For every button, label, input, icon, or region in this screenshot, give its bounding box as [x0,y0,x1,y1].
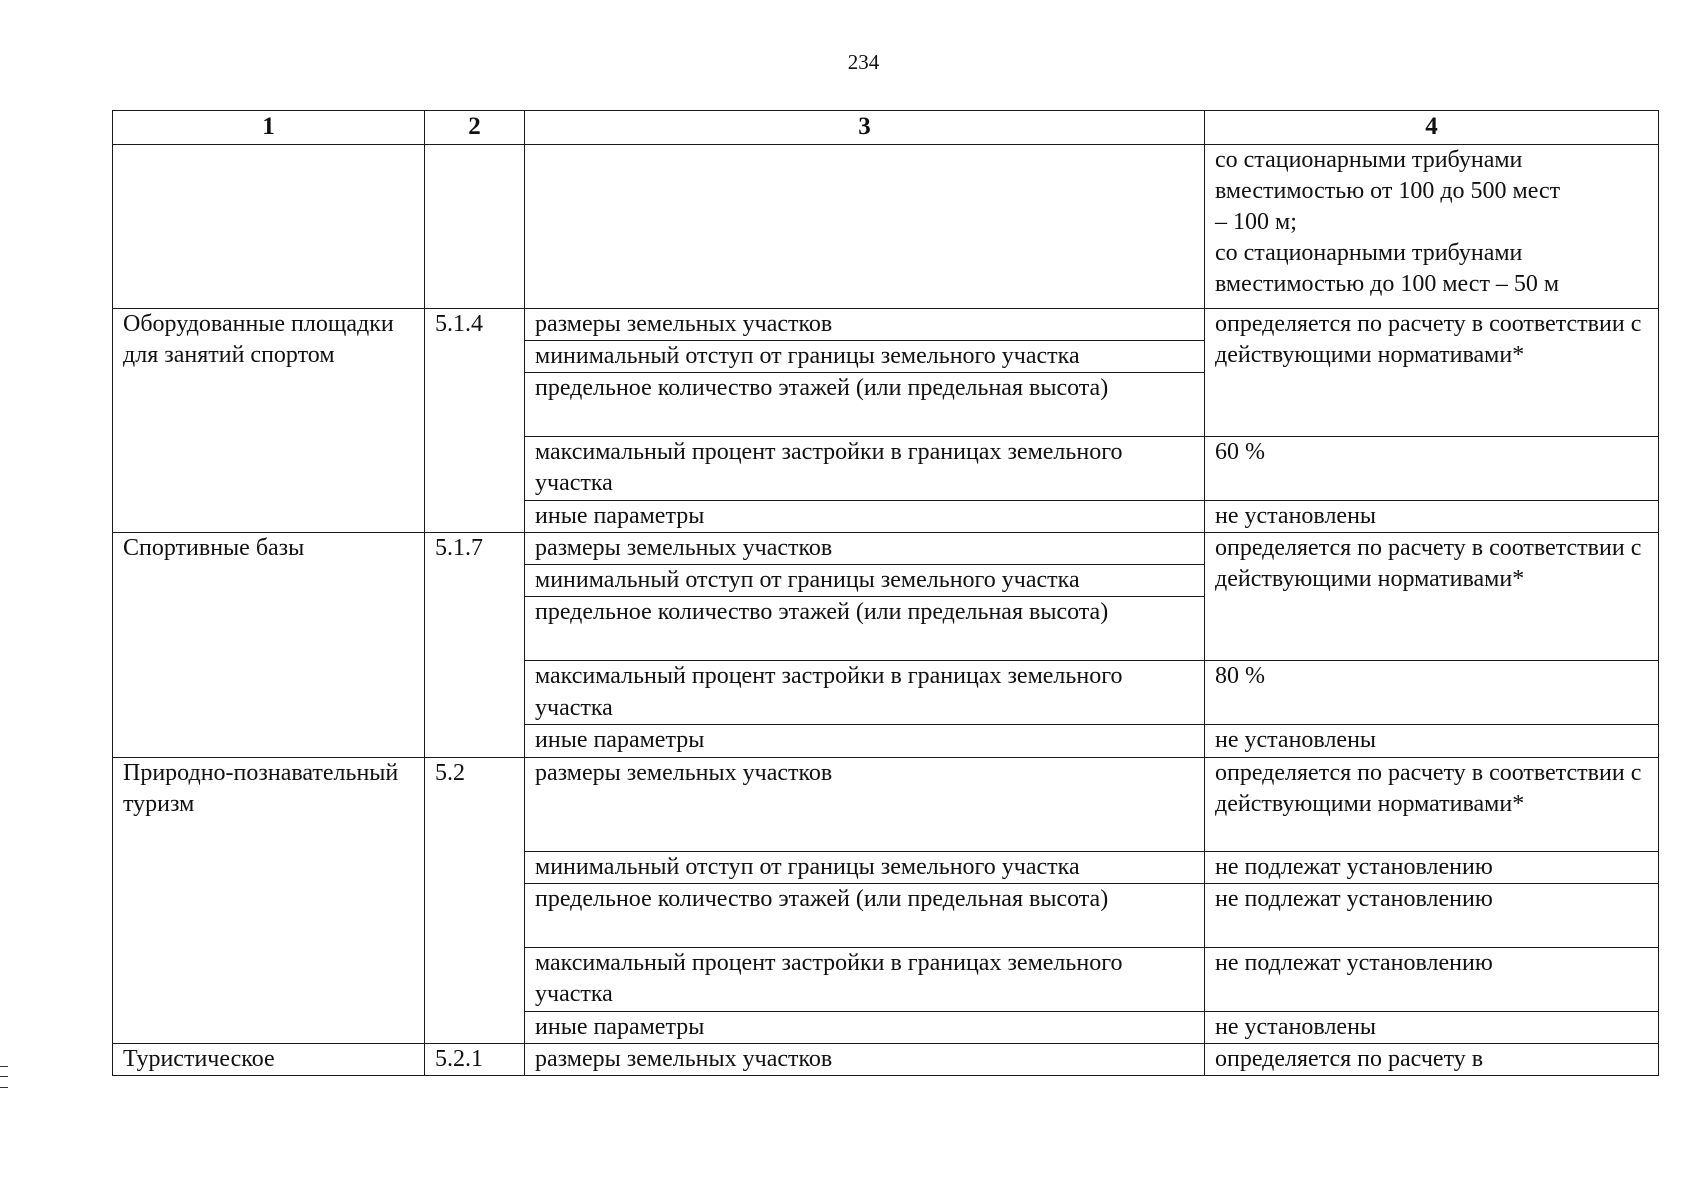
parameter-value: не установлены [1205,725,1659,757]
parameter-value: 80 % [1205,661,1659,725]
parameter-name: иные параметры [525,725,1205,757]
parameter-value: определяется по расчету в соответствии с действующими нормативами* [1205,533,1659,661]
use-type-code: 5.1.4 [425,308,525,533]
table-row [113,1044,1659,1076]
use-type-code: 5.2 [425,757,525,1043]
margin-mark [0,1066,8,1088]
cell-line: со стационарными трибунами [1215,240,1523,267]
land-use-parameters-table [112,110,1659,1076]
table-row [113,308,1659,340]
parameter-name: размеры земельных участков [525,1044,1205,1076]
use-type-code: 5.1.7 [425,533,525,758]
parameter-value: 60 % [1205,436,1659,500]
cell-line: вместимостью от 100 до 500 мест [1215,177,1561,204]
cell-line: – 100 м; [1215,208,1297,235]
table-row [113,533,1659,565]
page-number: 234 [847,50,880,74]
parameter-value: определяется по расчету в соответствии с действующими нормативами* [1205,757,1659,851]
cell-line: со стационарными трибунами [1215,146,1523,173]
parameter-name: размеры земельных участков [525,533,1205,565]
parameter-name: предельное количество этажей (или предельная высота) [525,597,1205,661]
table-row [113,144,1659,308]
parameter-value: не установлены [1205,1011,1659,1043]
header-col-3: 3 [525,111,1205,145]
parameter-name: предельное количество этажей (или предельная высота) [525,372,1205,436]
parameter-name: иные параметры [525,1011,1205,1043]
table-cell [525,144,1205,308]
parameter-value: определяется по расчету в соответствии с действующими нормативами* [1205,308,1659,436]
parameter-name: максимальный процент застройки в границах земельного участка [525,661,1205,725]
header-col-2: 2 [425,111,525,145]
parameter-name: размеры земельных участков [525,308,1205,340]
parameter-name: минимальный отступ от границы земельного участка [525,851,1205,883]
table-cell [113,144,425,308]
parameter-value: не подлежат установлению [1205,883,1659,947]
use-type-name: Оборудованные площадки для занятий спортом [113,308,425,533]
cell-line: вместимостью до 100 мест – 50 м [1215,271,1560,298]
header-row [113,111,1659,145]
parameter-name: минимальный отступ от границы земельного участка [525,340,1205,372]
use-type-code: 5.2.1 [425,1044,525,1076]
parameter-value: определяется по расчету в [1205,1044,1659,1076]
parameter-name: максимальный процент застройки в границах земельного участка [525,947,1205,1011]
table-row [113,757,1659,851]
parameter-name: максимальный процент застройки в границах земельного участка [525,436,1205,500]
parameter-name: иные параметры [525,500,1205,532]
parameter-value: не подлежат установлению [1205,851,1659,883]
table-cell [425,144,525,308]
parameter-name: предельное количество этажей (или предельная высота) [525,883,1205,947]
parameter-value: не установлены [1205,500,1659,532]
parameter-name: размеры земельных участков [525,757,1205,851]
parameter-name: минимальный отступ от границы земельного участка [525,565,1205,597]
use-type-name: Спортивные базы [113,533,425,758]
parameter-value: не подлежат установлению [1205,947,1659,1011]
use-type-name: Туристическое [113,1044,425,1076]
use-type-name: Природно-познавательный туризм [113,757,425,1043]
header-col-4: 4 [1205,111,1659,145]
table-cell [1205,144,1659,308]
header-col-1: 1 [113,111,425,145]
